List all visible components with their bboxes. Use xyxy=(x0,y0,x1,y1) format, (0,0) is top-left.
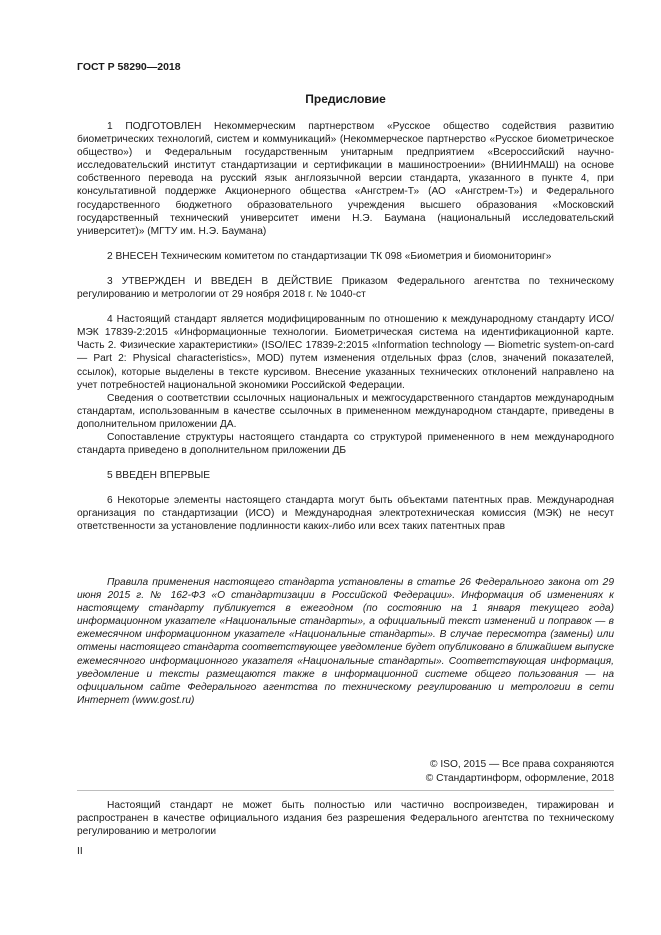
paragraph-5-first: 5 ВВЕДЕН ВПЕРВЫЕ xyxy=(107,470,211,482)
paragraph-4-structure: Сопоставление структуры настоящего стандарта со структурой примененного в нем международного стандарта приведено в дополнительном приложении ДБ xyxy=(77,431,614,457)
copyright-iso: © ISO, 2015 — Все права сохраняются xyxy=(430,759,614,770)
paragraph-6-patents: 6 Некоторые элементы настоящего стандарта могут быть объектами патентных прав. Международная организация по стандартизации (ИСО) и Международная электротехническая комиссия (МЭК) не несут ответственности за установление подлинности каких-либо или всех таких патентных прав xyxy=(77,495,614,533)
foreword-body xyxy=(77,120,614,534)
copyright-standartinform: © Стандартинформ, оформление, 2018 xyxy=(425,773,614,784)
paragraph-4-modified: 4 Настоящий стандарт является модифицированным по отношению к международному стандарту ИСО/МЭК 17839-2:2015 «Информационные технологии. Биометрическая система на идентификационной карте. Часть 2. Физические характеристики» (ISO/IEC 17839-2:2015 «Information technology — Biometric system-on-card — Part 2: Physical characteristics», MOD) путем изменения отдельных фраз (слов, значений показателей, ссылок), которые выделены в тексте курсивом. Внесение указанных технических отклонений направлено на учет потребностей национальной экономики Российской Федерации. xyxy=(77,314,614,391)
page-number: II xyxy=(77,846,83,857)
reproduction-notice: Настоящий стандарт не может быть полностью или частично воспроизведен, тиражирован и распространен в качестве официального издания без разрешения Федерального агентства по техническому регулированию и метрологии xyxy=(77,800,614,838)
paragraph-1-prepared: 1 ПОДГОТОВЛЕН Некоммерческим партнерством «Русское общество содействия развитию биометрических технологий, систем и коммуникаций» (Некоммерческое партнерство «Русское биометрическое общество») и Федеральным государственным унитарным предприятием «Всероссийский научно-исследовательский институт стандартизации и сертификации в машиностроении» (ВНИИНМАШ) на основе собственного перевода на русский язык англоязычной версии стандарта, указанного в пункте 4, при консультативной поддержке Акционерного общества «Ангстрем-Т» (АО «Ангстрем-Т») и Федерального государственного бюджетного образовательного учреждения высшего образования «Московский государственный технический университет имени Н.Э. Баумана (национальный исследовательский университет)» (МГТУ им. Н.Э. Баумана) xyxy=(77,121,614,237)
usage-notice: Правила применения настоящего стандарта установлены в статье 26 Федерального закона от 29 июня 2015 г. № 162-ФЗ «О стандартизации в Российской Федерации». Информация об изменениях к настоящему стандарту публикуется в ежегодном (по состоянию на 1 января текущего года) информационном указателе «Национальные стандарты», а официальный текст изменений и поправок — в ежемесячном информационном указателе «Национальные стандарты». В случае пересмотра (замены) или отмены настоящего стандарта соответствующее уведомление будет опубликовано в ближайшем выпуске ежемесячного информационного указателя «Национальные стандарты». Соответствующая информация, уведомление и тексты размещаются также в информационной системе общего пользования — на официальном сайте Федерального агентства по техническому регулированию и метрологии в сети Интернет (www.gost.ru) xyxy=(77,577,614,706)
divider xyxy=(77,790,614,791)
paragraph-4-references: Сведения о соответствии ссылочных национальных и межгосударственного стандартов международным стандартам, использованным в качестве ссылочных в примененном международном стандарте, приведены в дополнительном приложении ДА. xyxy=(77,392,614,430)
paragraph-2-introduced: 2 ВНЕСЕН Техническим комитетом по стандартизации ТК 098 «Биометрия и биомониторинг» xyxy=(107,250,552,262)
copyright-block xyxy=(426,758,614,786)
document-id: ГОСТ Р 58290—2018 xyxy=(77,61,181,73)
paragraph-3-approved: 3 УТВЕРЖДЕН И ВВЕДЕН В ДЕЙСТВИЕ Приказом Федерального агентства по техническому регулированию и метрологии от 29 ноября 2018 г. № 1040-ст xyxy=(77,275,614,301)
page-title: Предисловие xyxy=(305,92,386,106)
